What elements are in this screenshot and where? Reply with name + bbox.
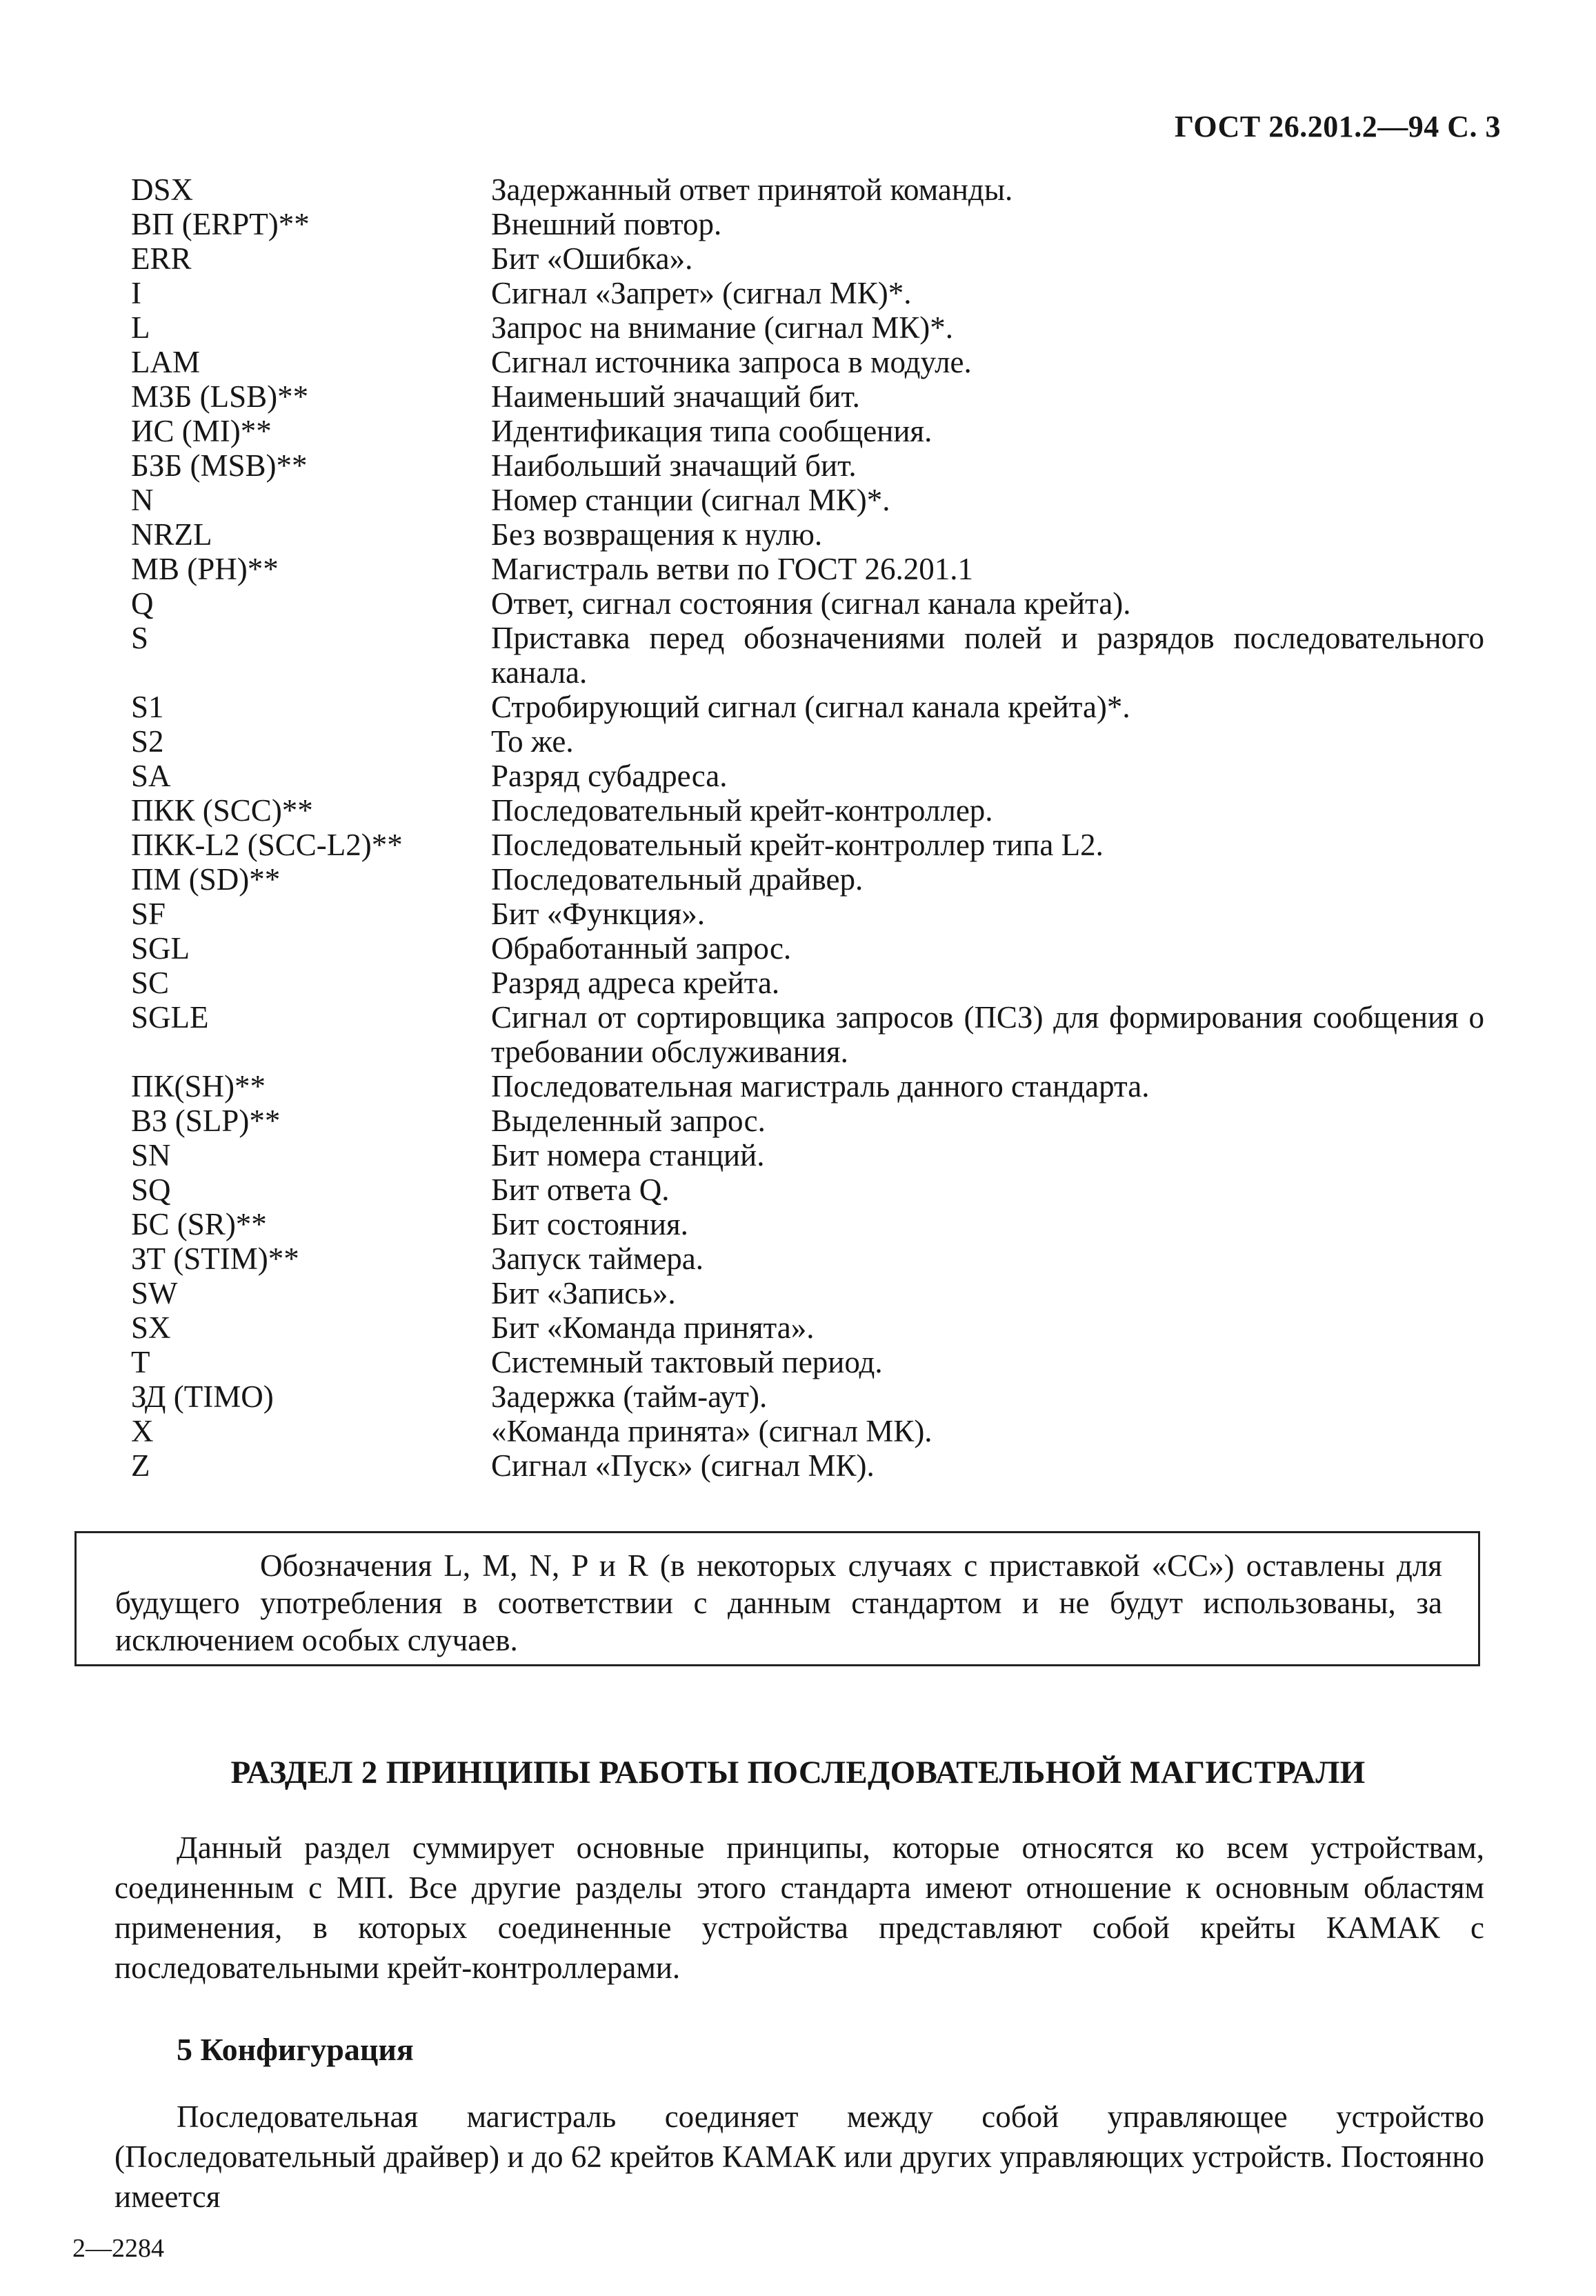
abbreviation-term: Q — [131, 586, 154, 621]
abbreviation-definition: Наименьший значащий бит. — [491, 379, 860, 414]
abbreviation-term: SGLE — [131, 1000, 209, 1035]
abbreviation-term: I — [131, 276, 141, 310]
abbreviation-definition: Бит «Функция». — [491, 897, 705, 931]
abbreviation-term: ВЗ (SLP)** — [131, 1104, 281, 1138]
abbreviation-term: DSX — [131, 172, 194, 207]
abbreviation-definition: Разряд адреса крейта. — [491, 966, 780, 1000]
abbreviation-term: ЗД (TIMO) — [131, 1379, 274, 1414]
abbreviation-term: T — [131, 1345, 150, 1379]
abbreviation-term: ИС (MI)** — [131, 414, 272, 448]
abbreviation-definition: Сигнал «Запрет» (сигнал МК)*. — [491, 276, 912, 310]
abbreviation-definition: Бит «Команда принята». — [491, 1310, 815, 1345]
abbreviation-definition: Разряд субадреса. — [491, 759, 728, 793]
abbreviation-definition: Бит «Ошибка». — [491, 241, 693, 276]
subsection-paragraph: Последовательная магистраль соединяет между собой управляющее устройство (Последовательный драйвер) и до 62 крейтов КАМАК или других управляющих устройств. Постоянно имеется — [114, 2099, 1484, 2214]
section-paragraph: Данный раздел суммирует основные принципы, которые относятся ко всем устройствам, соединенным с МП. Все другие разделы этого стандарта имеют отношение к основным областям применения, в которых соединенные устройства представляют собой крейты КАМАК с последовательными крейт-контроллерами. — [114, 1830, 1484, 1985]
abbreviation-list — [0, 172, 1596, 1483]
abbreviation-term: Z — [131, 1448, 150, 1483]
subsection-title: 5 Конфигурация — [177, 2032, 414, 2067]
abbreviation-term: X — [131, 1414, 154, 1448]
abbreviation-definition: «Команда принята» (сигнал МК). — [491, 1414, 932, 1448]
abbreviation-definition: Сигнал от сортировщика запросов (ПСЗ) для формирования сообщения о требовании обслуживания. — [491, 1000, 1484, 1069]
abbreviation-term: S — [131, 621, 149, 655]
abbreviation-term: МЗБ (LSB)** — [131, 379, 309, 414]
abbreviation-row — [0, 1345, 1596, 1379]
abbreviation-row — [0, 931, 1596, 966]
abbreviation-term: SW — [131, 1276, 178, 1310]
abbreviation-row — [0, 517, 1596, 552]
abbreviation-definition: Ответ, сигнал состояния (сигнал канала крейта). — [491, 586, 1131, 621]
abbreviation-term: ПК(SH)** — [131, 1069, 266, 1104]
section-title: РАЗДЕЛ 2 ПРИНЦИПЫ РАБОТЫ ПОСЛЕДОВАТЕЛЬНОЙ МАГИСТРАЛИ — [230, 1755, 1366, 1790]
abbreviation-definition: Обработанный запрос. — [491, 931, 792, 966]
abbreviation-row — [0, 793, 1596, 828]
abbreviation-definition: Бит номера станций. — [491, 1138, 765, 1172]
abbreviation-definition: Идентификация типа сообщения. — [491, 414, 932, 448]
abbreviation-definition: Без возвращения к нулю. — [491, 517, 823, 552]
abbreviation-row — [0, 1241, 1596, 1276]
abbreviation-definition: Системный тактовый период. — [491, 1345, 883, 1379]
abbreviation-term: NRZL — [131, 517, 212, 552]
abbreviation-definition: Задержанный ответ принятой команды. — [491, 172, 1013, 207]
abbreviation-definition: Наибольший значащий бит. — [491, 448, 857, 483]
abbreviation-term: N — [131, 483, 154, 517]
abbreviation-row — [0, 1310, 1596, 1345]
abbreviation-term: БЗБ (MSB)** — [131, 448, 308, 483]
abbreviation-row — [0, 207, 1596, 241]
abbreviation-definition: Бит состояния. — [491, 1207, 688, 1241]
abbreviation-row — [0, 345, 1596, 379]
abbreviation-definition: Сигнал «Пуск» (сигнал МК). — [491, 1448, 875, 1483]
abbreviation-term: SX — [131, 1310, 171, 1345]
abbreviation-row — [0, 1414, 1596, 1448]
abbreviation-row — [0, 483, 1596, 517]
abbreviation-definition: Последовательный крейт-контроллер типа L2. — [491, 828, 1104, 862]
abbreviation-term: ВП (ERPT)** — [131, 207, 310, 241]
abbreviation-term: SN — [131, 1138, 171, 1172]
abbreviation-row — [0, 310, 1596, 345]
abbreviation-row — [0, 1069, 1596, 1104]
abbreviation-definition: Приставка перед обозначениями полей и разрядов последовательного канала. — [491, 621, 1484, 690]
abbreviation-term: S1 — [131, 690, 164, 724]
abbreviation-row — [0, 1276, 1596, 1310]
abbreviation-row — [0, 1172, 1596, 1207]
abbreviation-row — [0, 862, 1596, 897]
abbreviation-definition: Стробирующий сигнал (сигнал канала крейта)*. — [491, 690, 1130, 724]
abbreviation-row — [0, 1448, 1596, 1483]
abbreviation-definition: Выделенный запрос. — [491, 1104, 766, 1138]
note-box: Обозначения L, M, N, P и R (в некоторых случаях с приставкой «СС») оставлены для будущего употребления в соответствии с данным стандартом и не будут использованы, за исключением особых случаев. — [74, 1531, 1480, 1666]
abbreviation-term: SC — [131, 966, 170, 1000]
abbreviation-row — [0, 241, 1596, 276]
abbreviation-row — [0, 759, 1596, 793]
abbreviation-row — [0, 1379, 1596, 1414]
abbreviation-row — [0, 690, 1596, 724]
abbreviation-definition: Последовательный крейт-контроллер. — [491, 793, 993, 828]
abbreviation-term: ПКК (SCC)** — [131, 793, 313, 828]
abbreviation-definition: Запуск таймера. — [491, 1241, 704, 1276]
abbreviation-row — [0, 1000, 1596, 1069]
abbreviation-definition: Бит «Запись». — [491, 1276, 676, 1310]
abbreviation-definition: Внешний повтор. — [491, 207, 722, 241]
abbreviation-row — [0, 1138, 1596, 1172]
abbreviation-term: БС (SR)** — [131, 1207, 267, 1241]
abbreviation-definition: Задержка (тайм-аут). — [491, 1379, 768, 1414]
abbreviation-term: ПМ (SD)** — [131, 862, 281, 897]
abbreviation-term: ERR — [131, 241, 192, 276]
abbreviation-term: SQ — [131, 1172, 171, 1207]
abbreviation-term: ПКК-L2 (SCC-L2)** — [131, 828, 403, 862]
abbreviation-term: SGL — [131, 931, 190, 966]
abbreviation-row — [0, 586, 1596, 621]
abbreviation-definition: Сигнал источника запроса в модуле. — [491, 345, 972, 379]
abbreviation-row — [0, 448, 1596, 483]
abbreviation-row — [0, 828, 1596, 862]
abbreviation-definition: Последовательная магистраль данного стандарта. — [491, 1069, 1150, 1104]
abbreviation-row — [0, 414, 1596, 448]
abbreviation-definition: Номер станции (сигнал МК)*. — [491, 483, 890, 517]
abbreviation-row — [0, 1104, 1596, 1138]
abbreviation-term: SA — [131, 759, 171, 793]
abbreviation-term: ЗТ (STIM)** — [131, 1241, 299, 1276]
abbreviation-definition: Запрос на внимание (сигнал МК)*. — [491, 310, 954, 345]
abbreviation-definition: Магистраль ветви по ГОСТ 26.201.1 — [491, 552, 974, 586]
page-header: ГОСТ 26.201.2—94 С. 3 — [1174, 110, 1501, 143]
abbreviation-term: S2 — [131, 724, 164, 759]
abbreviation-term: L — [131, 310, 150, 345]
abbreviation-row — [0, 552, 1596, 586]
abbreviation-definition: То же. — [491, 724, 574, 759]
page-footer-code: 2—2284 — [72, 2234, 164, 2263]
abbreviation-row — [0, 724, 1596, 759]
abbreviation-definition: Бит ответа Q. — [491, 1172, 670, 1207]
abbreviation-row — [0, 897, 1596, 931]
abbreviation-term: МВ (PH)** — [131, 552, 279, 586]
abbreviation-row — [0, 379, 1596, 414]
abbreviation-row — [0, 621, 1596, 690]
abbreviation-term: LAM — [131, 345, 200, 379]
abbreviation-definition: Последовательный драйвер. — [491, 862, 864, 897]
abbreviation-row — [0, 966, 1596, 1000]
abbreviation-row — [0, 172, 1596, 207]
abbreviation-row — [0, 1207, 1596, 1241]
abbreviation-row — [0, 276, 1596, 310]
abbreviation-term: SF — [131, 897, 166, 931]
